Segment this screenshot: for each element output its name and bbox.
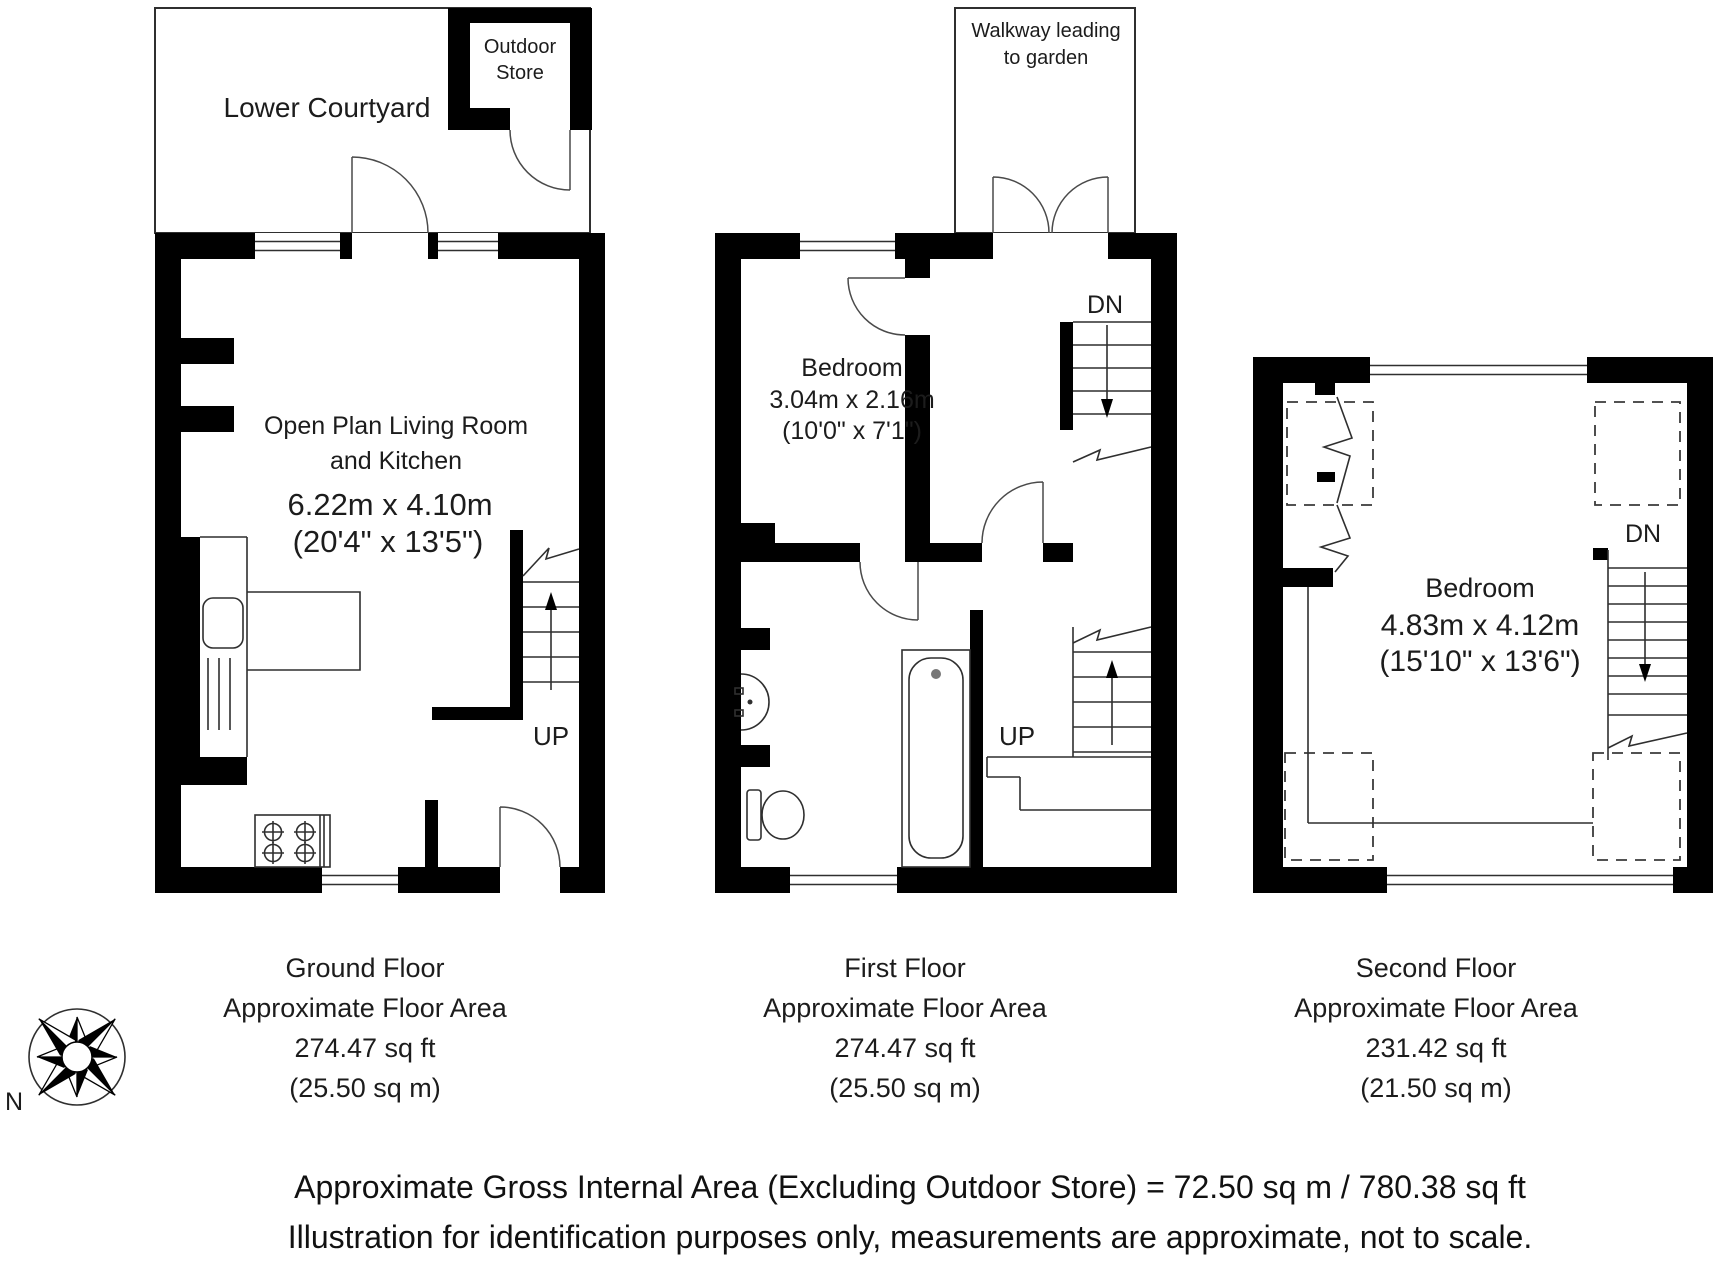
gf-door-opening-bottom bbox=[500, 867, 560, 893]
lower-courtyard-label: Lower Courtyard bbox=[223, 92, 431, 123]
ff-window-bottom bbox=[790, 867, 897, 893]
gf-room-label-line1: Open Plan Living Room bbox=[263, 412, 529, 440]
outdoor-store-door-icon bbox=[510, 130, 570, 190]
walkway-label-line1: Walkway leading bbox=[971, 20, 1121, 42]
gf-drainer-icon bbox=[208, 658, 230, 730]
ff-stairs-down bbox=[1073, 322, 1151, 462]
gf-kitchen-wall-stub bbox=[181, 757, 247, 785]
ff-stair-landing-outline bbox=[987, 757, 1151, 810]
sf-caption-title: Second Floor bbox=[1355, 953, 1517, 983]
sf-window-top bbox=[1370, 357, 1587, 383]
ff-stair-arrow-up-icon bbox=[1106, 660, 1118, 678]
compass-north-label: N bbox=[4, 1088, 24, 1116]
gf-stair-break-line bbox=[523, 548, 579, 576]
compass-rose-icon bbox=[29, 1009, 125, 1105]
ff-hall-wall-2 bbox=[1043, 543, 1073, 562]
sf-bedroom-dims-metric: 4.83m x 4.12m bbox=[1380, 609, 1580, 642]
ff-up-label: UP bbox=[998, 721, 1036, 751]
gf-caption-area-metric: (25.50 sq m) bbox=[289, 1073, 441, 1103]
gf-sink-icon bbox=[203, 598, 243, 648]
ff-stair-break-line-2 bbox=[1073, 627, 1151, 643]
ff-bath-wall-stub-2 bbox=[741, 745, 770, 767]
ff-hall-door-icon bbox=[982, 482, 1043, 543]
ff-wall-bottom bbox=[715, 867, 1177, 893]
gf-stove-icon bbox=[255, 815, 330, 867]
gf-stairs-up bbox=[523, 548, 579, 690]
ff-dn-label: DN bbox=[1086, 291, 1124, 319]
ff-french-door-opening bbox=[993, 233, 1108, 259]
ff-toilet-icon bbox=[747, 790, 804, 840]
ff-bath-wall-stub-1 bbox=[741, 628, 770, 650]
gf-courtyard-door-icon bbox=[352, 157, 428, 233]
footer-line2: Illustration for identification purposes only, measurements are approximate, not to scale. bbox=[287, 1219, 1533, 1255]
ff-stair-wall bbox=[1060, 322, 1073, 430]
gf-stair-wall bbox=[510, 530, 523, 707]
sf-wall-stub bbox=[1277, 568, 1333, 587]
ff-bathroom-wall-right bbox=[970, 610, 983, 867]
sf-bedroom-dims-imperial: (15'10" x 13'6") bbox=[1379, 645, 1581, 678]
footer-line1: Approximate Gross Internal Area (Excluding Outdoor Store) = 72.50 sq m / 780.38 sq ft bbox=[294, 1169, 1526, 1205]
ff-bedroom-wall-stub bbox=[905, 259, 930, 278]
ff-caption-subtitle: Approximate Floor Area bbox=[763, 993, 1047, 1023]
ff-bedroom-label: Bedroom bbox=[801, 354, 903, 382]
outdoor-store-label-line1: Outdoor bbox=[483, 36, 557, 58]
ff-caption-area-metric: (25.50 sq m) bbox=[829, 1073, 981, 1103]
footer-disclaimer bbox=[110, 1162, 1710, 1262]
ff-bedroom-wall-right bbox=[905, 335, 930, 562]
sf-dn-label: DN bbox=[1624, 520, 1662, 548]
sf-eaves-zone-top-right bbox=[1595, 402, 1680, 505]
gf-wall-left bbox=[155, 233, 181, 893]
gf-window-bottom bbox=[322, 867, 398, 893]
ff-stair-break-line-1 bbox=[1073, 447, 1151, 462]
ff-bathroom-door-icon bbox=[860, 562, 918, 620]
sf-window-bottom bbox=[1387, 867, 1673, 893]
sf-eaves-zone-top-left bbox=[1287, 402, 1373, 505]
gf-stair-arrow-up-icon bbox=[545, 592, 557, 610]
gf-caption-title: Ground Floor bbox=[285, 953, 445, 983]
ff-stairs-up bbox=[987, 627, 1151, 810]
ff-hall-wall-1 bbox=[930, 543, 982, 562]
ff-caption bbox=[763, 948, 1047, 1108]
ff-pilaster bbox=[741, 523, 775, 543]
sf-stair-arrow-down-icon bbox=[1639, 664, 1651, 682]
first-floor-plan bbox=[715, 8, 1177, 893]
ff-french-doors-icon bbox=[993, 177, 1108, 233]
sf-stair-tick bbox=[1593, 548, 1608, 560]
gf-door-opening-top bbox=[352, 233, 428, 259]
ff-bedroom-wall-bottom bbox=[741, 543, 860, 562]
ff-caption-area-imperial: 274.47 sq ft bbox=[834, 1033, 976, 1063]
sf-wall-left bbox=[1253, 357, 1283, 893]
sf-ceiling-break-line-2 bbox=[1321, 505, 1350, 572]
gf-caption-area-imperial: 274.47 sq ft bbox=[294, 1033, 436, 1063]
ff-bedroom-dims-imperial: (10'0" x 7'1") bbox=[782, 417, 922, 445]
sf-bedroom-label: Bedroom bbox=[1425, 573, 1535, 603]
sf-wall-right bbox=[1687, 357, 1713, 893]
sf-stair-break-line bbox=[1608, 733, 1687, 748]
gf-wall-stub-1 bbox=[181, 338, 234, 364]
gf-wall-stub-door bbox=[425, 800, 438, 867]
gf-window-top-2 bbox=[438, 233, 498, 259]
gf-kitchen-wall-block bbox=[181, 537, 200, 757]
gf-wall-right bbox=[579, 233, 605, 893]
gf-room-dims-imperial: (20'4" x 13'5") bbox=[292, 524, 484, 559]
sf-wall-tick-2 bbox=[1317, 472, 1335, 482]
sf-caption-subtitle: Approximate Floor Area bbox=[1294, 993, 1578, 1023]
gf-counter-outline bbox=[247, 592, 360, 670]
gf-wall-stub-2 bbox=[181, 406, 234, 432]
gf-caption bbox=[223, 948, 507, 1108]
outdoor-store-label-line2: Store bbox=[496, 62, 544, 84]
gf-room-dims-metric: 6.22m x 4.10m bbox=[287, 487, 493, 522]
walkway-label-line2: to garden bbox=[1003, 47, 1089, 69]
gf-stair-wall-bottom bbox=[432, 707, 523, 720]
ff-wall-left bbox=[715, 233, 741, 893]
ff-bedroom-dims-metric: 3.04m x 2.16m bbox=[769, 386, 935, 414]
gf-entrance-door-icon bbox=[500, 807, 560, 867]
ff-stair-arrow-down-icon bbox=[1101, 399, 1113, 418]
ff-bathtub-icon bbox=[902, 650, 970, 867]
sf-caption-area-imperial: 231.42 sq ft bbox=[1365, 1033, 1507, 1063]
sf-wall-tick-1 bbox=[1315, 383, 1335, 395]
sf-eaves-zone-bottom-left bbox=[1285, 753, 1373, 860]
gf-room-label-line2: and Kitchen bbox=[329, 447, 463, 475]
sf-ceiling-break-line-1 bbox=[1324, 397, 1352, 503]
ff-wall-piece bbox=[918, 543, 930, 562]
outdoor-store-door-opening bbox=[510, 106, 570, 132]
gf-caption-subtitle: Approximate Floor Area bbox=[223, 993, 507, 1023]
ff-bedroom-door-icon bbox=[848, 278, 905, 335]
sf-caption-area-metric: (21.50 sq m) bbox=[1360, 1073, 1512, 1103]
sf-caption bbox=[1294, 948, 1578, 1108]
ff-caption-title: First Floor bbox=[844, 953, 966, 983]
gf-window-top-1 bbox=[255, 233, 340, 259]
sf-eaves-zone-bottom-right bbox=[1593, 753, 1680, 860]
sf-stairs-down bbox=[1608, 550, 1687, 760]
ff-wall-right bbox=[1151, 233, 1177, 893]
gf-up-label: UP bbox=[532, 721, 570, 751]
ff-window-top bbox=[800, 233, 895, 259]
